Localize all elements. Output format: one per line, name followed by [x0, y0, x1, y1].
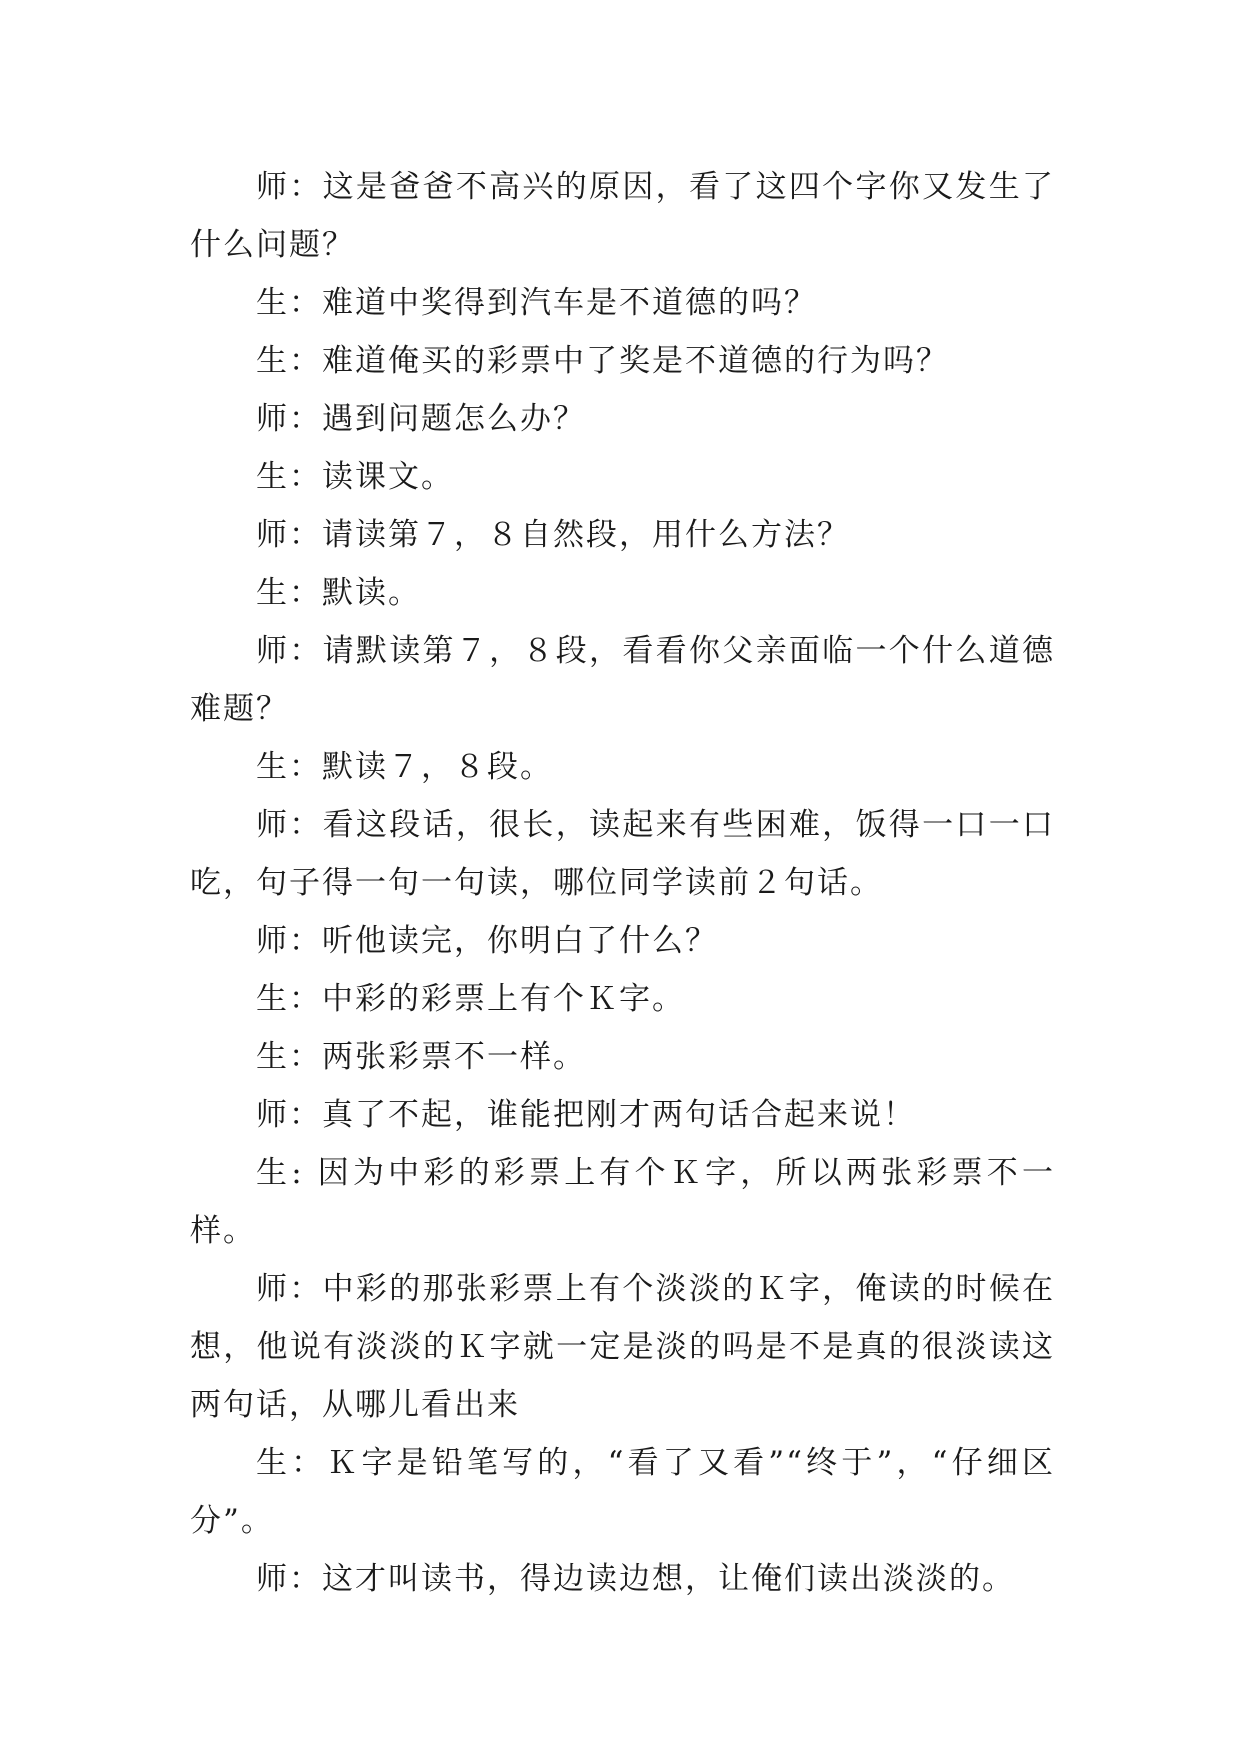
paragraph: 生：难道俺买的彩票中了奖是不道德的行为吗？: [256, 343, 949, 379]
paragraph: 生: 因为中彩的彩票上有个Ｋ字，所以两张彩票不一样。: [190, 1155, 1055, 1249]
paragraph: 师：看这段话，很长，读起来有些困难，饭得一口一口吃，句子得一句一句读，哪位同学读前２句话。: [190, 807, 1055, 901]
paragraph: 生：默读７，８段。: [256, 749, 553, 785]
paragraph: 生：读课文。: [256, 459, 454, 495]
paragraph: 师：这才叫读书，得边读边想，让俺们读出淡淡的。: [256, 1561, 1015, 1597]
paragraph: 师：请读第７，８自然段，用什么方法？: [256, 517, 850, 553]
paragraph: 师：听他读完，你明白了什么？: [256, 923, 718, 959]
paragraph: 师：这是爸爸不高兴的原因，看了这四个字你又发生了什么问题？: [190, 169, 1055, 263]
paragraph: 师：遇到问题怎么办？: [256, 401, 586, 437]
paragraph: 师：请默读第７，８段，看看你父亲面临一个什么道德难题？: [190, 633, 1055, 727]
paragraph: 生：中彩的彩票上有个Ｋ字。: [256, 981, 685, 1017]
paragraph: 生：两张彩票不一样。: [256, 1039, 586, 1075]
paragraph: 生：默读。: [256, 575, 421, 611]
paragraph: 师：中彩的那张彩票上有个淡淡的Ｋ字，俺读的时候在想，他说有淡淡的Ｋ字就一定是淡的吗是不是真的很淡读这两句话，从哪儿看出来: [190, 1271, 1055, 1423]
paragraph: 生：Ｋ字是铅笔写的，“看了又看”“终于”，“仔细区分”。: [190, 1445, 1055, 1539]
document-body: [190, 158, 1055, 1608]
paragraph: 师：真了不起，谁能把刚才两句话合起来说！: [256, 1097, 916, 1133]
paragraph: 生：难道中奖得到汽车是不道德的吗？: [256, 285, 817, 321]
